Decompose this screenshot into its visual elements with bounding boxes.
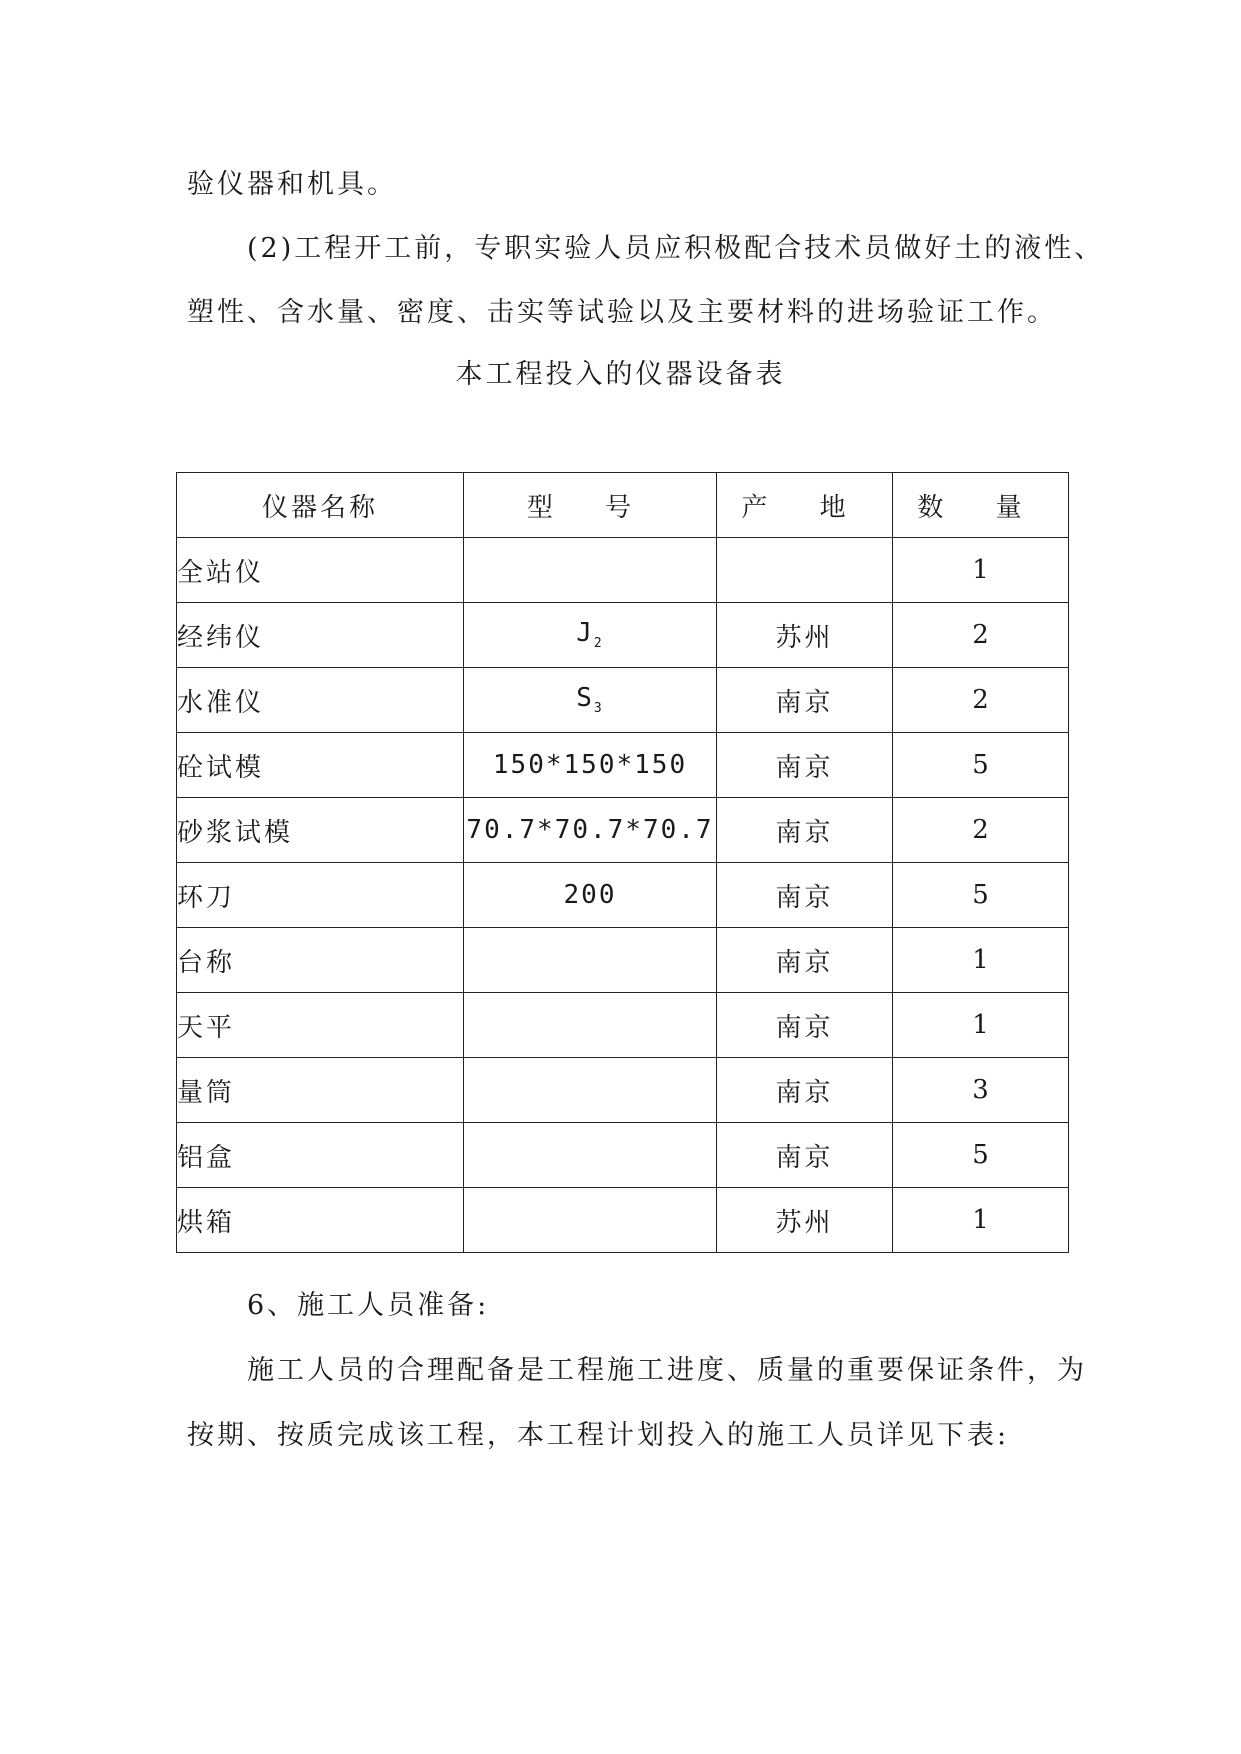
paragraph-line-2: (2)工程开工前，专职实验人员应积极配合技术员做好土的液性、 [247,233,1105,264]
origin-cell: 南京 [717,1058,893,1123]
instrument-name-cell: 天平 [177,993,464,1058]
quantity-cell: 2 [893,668,1069,733]
quantity-cell: 5 [893,733,1069,798]
table-row [177,668,1069,733]
origin-cell: 南京 [717,993,893,1058]
origin-cell: 南京 [717,863,893,928]
origin-cell: 南京 [717,1123,893,1188]
instrument-name-cell: 台称 [177,928,464,993]
model-cell [464,603,717,668]
quantity-cell: 5 [893,1123,1069,1188]
header-origin: 产 地 [717,473,893,538]
instrument-name-cell: 经纬仪 [177,603,464,668]
header-model: 型 号 [464,473,717,538]
model-cell [464,733,717,798]
model-cell [464,1123,717,1188]
table-body [177,538,1069,1253]
model-subscript: 3 [593,701,604,717]
model-cell [464,928,717,993]
table-row [177,733,1069,798]
quantity-cell: 1 [893,538,1069,603]
instrument-name-cell: 量筒 [177,1058,464,1123]
header-name: 仪器名称 [177,473,464,538]
table-row [177,603,1069,668]
header-quantity: 数 量 [893,473,1069,538]
model-cell [464,993,717,1058]
origin-cell [717,538,893,603]
paragraph-line-1: 验仪器和机具。 [187,169,397,200]
instrument-name-cell: 烘箱 [177,1188,464,1253]
quantity-cell: 3 [893,1058,1069,1123]
paragraph-line-5: 施工人员的合理配备是工程施工进度、质量的重要保证条件，为 [247,1355,1087,1386]
model-cell [464,538,717,603]
paragraph-line-6: 按期、按质完成该工程，本工程计划投入的施工人员详见下表: [187,1420,1010,1451]
origin-cell: 南京 [717,733,893,798]
model-subscript: 2 [593,636,604,652]
paragraph-line-3: 塑性、含水量、密度、击实等试验以及主要材料的进场验证工作。 [187,297,1057,328]
table-row [177,1188,1069,1253]
table-row [177,798,1069,863]
instrument-name-cell: 环刀 [177,863,464,928]
table-header-row [177,473,1069,538]
model-cell [464,863,717,928]
instrument-name-cell: 铝盒 [177,1123,464,1188]
model-cell [464,1058,717,1123]
table-row [177,928,1069,993]
quantity-cell: 1 [893,928,1069,993]
instrument-name-cell: 砼试模 [177,733,464,798]
table-row [177,538,1069,603]
quantity-cell: 2 [893,798,1069,863]
origin-cell: 苏州 [717,603,893,668]
quantity-cell: 1 [893,993,1069,1058]
model-cell [464,1188,717,1253]
table-row [177,1123,1069,1188]
origin-cell: 苏州 [717,1188,893,1253]
model-text: 150*150*150 [492,750,688,780]
table-row [177,1058,1069,1123]
table-row [177,863,1069,928]
instrument-name-cell: 全站仪 [177,538,464,603]
origin-cell: 南京 [717,668,893,733]
instrument-name-cell: 砂浆试模 [177,798,464,863]
table-row [177,993,1069,1058]
quantity-cell: 5 [893,863,1069,928]
table-title: 本工程投入的仪器设备表 [455,359,786,390]
equipment-table [176,472,1069,1253]
quantity-cell: 1 [893,1188,1069,1253]
paragraph-line-4: 6、施工人员准备: [247,1290,490,1321]
model-text: 70.7*70.7*70.7 [466,815,714,845]
model-cell [464,668,717,733]
model-text: 200 [563,880,617,910]
model-text: S [576,683,594,714]
model-text: J [576,618,594,649]
model-cell [464,798,717,863]
origin-cell: 南京 [717,798,893,863]
quantity-cell: 2 [893,603,1069,668]
origin-cell: 南京 [717,928,893,993]
instrument-name-cell: 水准仪 [177,668,464,733]
